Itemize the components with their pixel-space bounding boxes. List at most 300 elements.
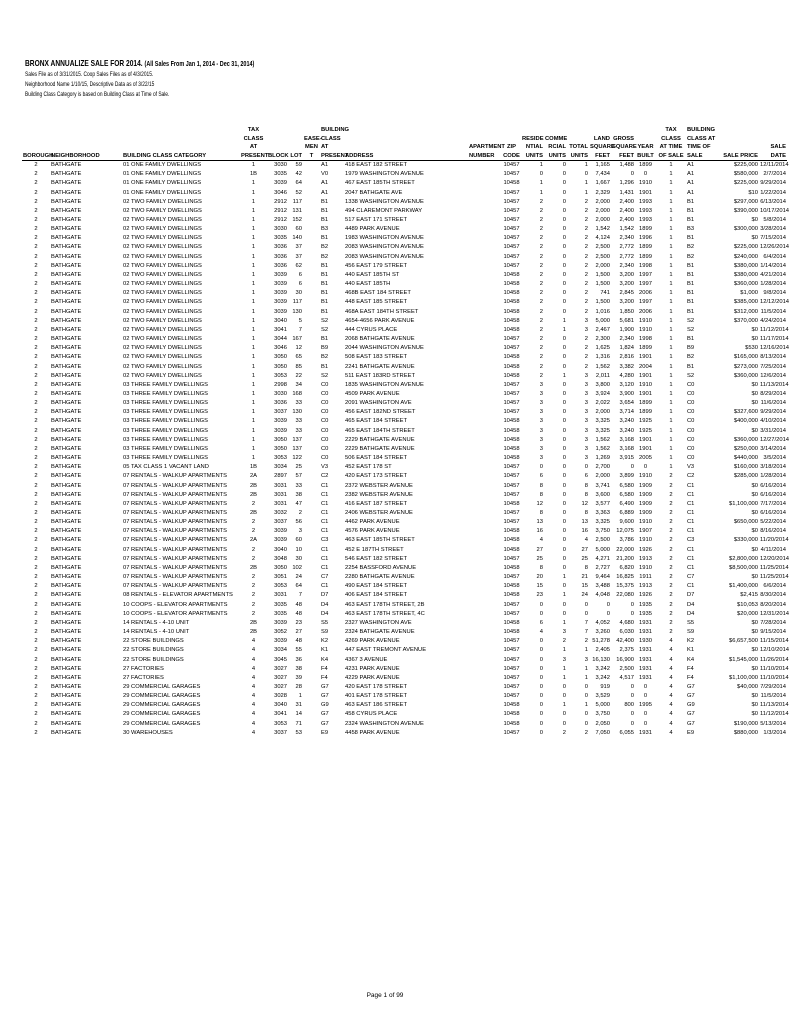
table-cell: 2 bbox=[584, 217, 588, 224]
table-cell: BATHGATE bbox=[51, 619, 82, 626]
table-cell bbox=[468, 646, 502, 655]
table-cell bbox=[303, 280, 320, 289]
table-cell: BATHGATE bbox=[51, 693, 82, 700]
table-cell: 2A bbox=[249, 473, 258, 480]
table-cell bbox=[468, 582, 502, 591]
table-cell: 10457 bbox=[503, 207, 520, 214]
table-cell: B1 bbox=[321, 217, 329, 224]
table-cell: 2406 WEBSTER AVENUE bbox=[345, 510, 413, 517]
table-cell: 2B bbox=[249, 564, 258, 571]
table-cell: 3 bbox=[562, 629, 566, 636]
table-cell: 1 bbox=[251, 354, 256, 361]
table-cell: 2 bbox=[34, 445, 38, 452]
table-cell: 10457 bbox=[503, 235, 520, 242]
table-cell: 0 bbox=[584, 720, 588, 727]
table-cell: 4489 PARK AVENUE bbox=[345, 226, 400, 233]
table-cell: 5/13/2014 bbox=[760, 720, 786, 727]
table-cell: 11/25/2014 bbox=[760, 564, 789, 571]
table-cell: 11/6/2014 bbox=[760, 400, 786, 407]
table-cell: 3 bbox=[584, 418, 588, 425]
table-cell bbox=[303, 646, 320, 655]
table-cell: 2,022 bbox=[595, 400, 610, 407]
table-cell: 1931 bbox=[639, 629, 652, 636]
table-cell: 6 bbox=[539, 619, 543, 626]
table-cell: 3/31/2014 bbox=[760, 427, 786, 434]
table-cell: 3028 bbox=[274, 693, 287, 700]
table-cell bbox=[468, 454, 502, 463]
table-cell: B2 bbox=[687, 354, 695, 361]
table-cell: 2 bbox=[34, 610, 38, 617]
table-cell: 2047 BATHGATE AVE bbox=[345, 189, 403, 196]
table-cell: 3/18/2014 bbox=[760, 464, 786, 471]
table-cell: 1,824 bbox=[619, 345, 634, 352]
table-cell: 1 bbox=[669, 363, 673, 370]
table-cell: 167 bbox=[292, 336, 302, 343]
table-cell: 1925 bbox=[639, 418, 652, 425]
table-cell: 4/24/2014 bbox=[760, 317, 786, 324]
table-cell: 1 bbox=[562, 702, 566, 709]
table-cell: 2 bbox=[584, 345, 588, 352]
table-cell: 10458 bbox=[503, 308, 520, 315]
table-cell: 4 bbox=[669, 674, 673, 681]
table-cell: 2912 bbox=[274, 198, 287, 205]
table-cell: 10457 bbox=[503, 656, 520, 663]
table-cell: 0 bbox=[584, 693, 588, 700]
table-cell: BATHGATE bbox=[51, 464, 82, 471]
table-cell: 1 bbox=[251, 308, 256, 315]
table-cell: 1 bbox=[584, 180, 588, 187]
table-cell bbox=[303, 381, 320, 390]
table-row bbox=[22, 564, 787, 573]
table-cell: 1 bbox=[251, 455, 256, 462]
table-cell: 506 EAST 184 STREET bbox=[345, 455, 408, 462]
table-cell: 2 bbox=[584, 253, 588, 260]
table-cell: $580,000 bbox=[733, 171, 758, 178]
table-cell: 3,168 bbox=[619, 436, 634, 443]
column-header: APARTMENT NUMBER bbox=[468, 120, 502, 161]
table-cell: 3053 bbox=[274, 455, 287, 462]
table-cell: 10457 bbox=[503, 253, 520, 260]
table-cell: 511 EAST 183RD STREET bbox=[345, 372, 416, 379]
table-cell: 0 bbox=[562, 253, 566, 260]
table-cell: 10458 bbox=[503, 583, 520, 590]
table-cell: 1,850 bbox=[619, 308, 634, 315]
table-cell: 2 bbox=[584, 207, 588, 214]
table-cell: 5/22/2014 bbox=[760, 519, 786, 526]
table-cell: 2229 BATHGATE AVENUE bbox=[345, 436, 415, 443]
table-cell: BATHGATE bbox=[51, 564, 82, 571]
table-cell: 21,200 bbox=[616, 555, 634, 562]
table-cell: 33 bbox=[295, 400, 302, 407]
table-cell: 0 bbox=[562, 281, 566, 288]
table-cell: 2 bbox=[669, 592, 673, 599]
table-cell: 2,500 bbox=[619, 665, 634, 672]
table-cell: 30 bbox=[295, 555, 302, 562]
table-cell bbox=[303, 564, 320, 573]
table-cell: 465 EAST 184 STREET bbox=[345, 418, 408, 425]
table-cell: 1 bbox=[562, 326, 566, 333]
table-cell: 8 bbox=[584, 564, 588, 571]
table-cell: 12 bbox=[295, 345, 302, 352]
table-cell: BATHGATE bbox=[51, 308, 82, 315]
table-cell: 0 bbox=[630, 683, 634, 690]
table-cell: 10457 bbox=[503, 473, 520, 480]
table-cell: 2 bbox=[251, 583, 256, 590]
table-cell: $360,000 bbox=[733, 281, 758, 288]
table-cell: 10458 bbox=[503, 290, 520, 297]
table-cell: 3 bbox=[584, 436, 588, 443]
table-cell: 2 bbox=[669, 610, 673, 617]
table-cell: 1 bbox=[669, 381, 673, 388]
table-cell: 12,075 bbox=[616, 528, 634, 535]
table-cell: K4 bbox=[321, 656, 329, 663]
table-cell: F4 bbox=[321, 674, 328, 681]
table-cell bbox=[468, 225, 502, 234]
table-cell: 2 bbox=[669, 491, 673, 498]
table-cell: $0 bbox=[751, 326, 758, 333]
table-cell bbox=[468, 573, 502, 582]
table-cell: 0 bbox=[562, 336, 566, 343]
table-cell: 2,011 bbox=[595, 372, 610, 379]
table-row bbox=[22, 646, 787, 655]
table-cell bbox=[468, 491, 502, 500]
table-cell: 71 bbox=[295, 720, 302, 727]
table-cell: 3 bbox=[584, 400, 588, 407]
table-cell: 13 bbox=[581, 519, 588, 526]
table-cell: 1910 bbox=[639, 564, 652, 571]
table-cell: BATHGATE bbox=[51, 290, 82, 297]
table-cell: 2280 BATHGATE AVENUE bbox=[345, 574, 415, 581]
table-cell: 1 bbox=[669, 226, 673, 233]
table-cell: 02 TWO FAMILY DWELLINGS bbox=[123, 235, 202, 242]
table-cell: 168 bbox=[292, 390, 302, 397]
table-cell: 3,120 bbox=[619, 381, 634, 388]
table-cell: 3 bbox=[584, 372, 588, 379]
table-cell: 1/3/2014 bbox=[763, 729, 786, 736]
table-cell: 2 bbox=[251, 574, 256, 581]
table-row bbox=[22, 527, 787, 536]
table-cell: 4 bbox=[251, 665, 256, 672]
table-cell: S2 bbox=[687, 326, 695, 333]
table-cell: 3039 bbox=[274, 427, 287, 434]
table-cell: 10457 bbox=[503, 482, 520, 489]
table-cell: 10458 bbox=[503, 372, 520, 379]
table-cell: 2324 WASHINGTON AVENUE bbox=[345, 720, 424, 727]
table-cell: 0 bbox=[562, 546, 566, 553]
table-cell: 8 bbox=[584, 482, 588, 489]
table-cell: 1 bbox=[669, 290, 673, 297]
table-cell: 0 bbox=[562, 198, 566, 205]
table-cell: C1 bbox=[321, 482, 329, 489]
table-cell bbox=[303, 427, 320, 436]
table-cell: S5 bbox=[321, 619, 329, 626]
table-cell: 2 bbox=[251, 610, 256, 617]
table-cell: 0 bbox=[562, 162, 566, 169]
table-cell: 02 TWO FAMILY DWELLINGS bbox=[123, 336, 202, 343]
table-cell: 2 bbox=[34, 381, 38, 388]
table-cell: 3050 bbox=[274, 436, 287, 443]
table-cell: 11/5/2014 bbox=[760, 693, 786, 700]
table-cell: 1 bbox=[251, 189, 256, 196]
table-cell: 3040 bbox=[274, 546, 287, 553]
table-cell: 07 RENTALS - WALKUP APARTMENTS bbox=[123, 528, 228, 535]
table-cell: 53 bbox=[295, 729, 302, 736]
table-cell: 1901 bbox=[639, 372, 652, 379]
table-cell: C0 bbox=[321, 427, 329, 434]
table-cell: 5/8/2014 bbox=[763, 217, 786, 224]
table-cell: 3037 bbox=[274, 519, 287, 526]
table-cell: 7 bbox=[584, 629, 588, 636]
table-cell: 2 bbox=[34, 683, 38, 690]
column-header: EASE-MEN T bbox=[303, 120, 320, 161]
table-cell: 4 bbox=[669, 656, 673, 663]
table-cell: 1B bbox=[249, 171, 258, 178]
table-cell: 1 bbox=[669, 372, 673, 379]
table-cell: 3 bbox=[539, 400, 543, 407]
table-cell: $6,657,500 bbox=[728, 638, 758, 645]
table-cell: 10457 bbox=[503, 647, 520, 654]
table-cell: B9 bbox=[687, 345, 695, 352]
table-cell: 01 ONE FAMILY DWELLINGS bbox=[123, 171, 202, 178]
table-cell: 8 bbox=[539, 482, 543, 489]
column-header: BUILDING CLASS CATEGORY bbox=[122, 120, 240, 161]
table-cell: 2,816 bbox=[619, 354, 634, 361]
table-cell: 9,464 bbox=[595, 574, 610, 581]
table-cell: 1899 bbox=[639, 162, 652, 169]
table-cell bbox=[468, 436, 502, 445]
table-cell: B3 bbox=[321, 226, 329, 233]
table-cell: $0 bbox=[751, 546, 758, 553]
table-cell: 2 bbox=[539, 281, 543, 288]
table-cell: 1 bbox=[251, 180, 256, 187]
table-cell bbox=[303, 710, 320, 719]
table-cell: B1 bbox=[321, 207, 329, 214]
table-cell: B1 bbox=[687, 198, 695, 205]
table-cell: 2 bbox=[584, 198, 588, 205]
table-row bbox=[22, 427, 787, 436]
table-cell bbox=[468, 427, 502, 436]
table-cell: 07 RENTALS - WALKUP APARTMENTS bbox=[123, 519, 228, 526]
table-cell: 22 STORE BUILDINGS bbox=[123, 647, 184, 654]
table-cell: 2,329 bbox=[595, 189, 610, 196]
table-cell: 0 bbox=[562, 482, 566, 489]
table-cell bbox=[468, 509, 502, 518]
table-cell: 08 RENTALS - ELEVATOR APARTMENTS bbox=[123, 592, 233, 599]
table-row bbox=[22, 481, 787, 490]
table-cell: 3039 bbox=[274, 290, 287, 297]
table-cell: 03 THREE FAMILY DWELLINGS bbox=[123, 418, 209, 425]
table-cell: 7 bbox=[298, 592, 302, 599]
table-cell: BATHGATE bbox=[51, 226, 82, 233]
table-cell: 2 bbox=[669, 564, 673, 571]
table-row bbox=[22, 701, 787, 710]
table-cell: 02 TWO FAMILY DWELLINGS bbox=[123, 244, 202, 251]
table-cell: 10457 bbox=[503, 683, 520, 690]
table-cell: 2 bbox=[34, 235, 38, 242]
table-cell: 800 bbox=[624, 702, 634, 709]
table-cell: 1/22/2014 bbox=[760, 189, 786, 196]
table-cell: BATHGATE bbox=[51, 500, 82, 507]
table-cell: 4 bbox=[251, 702, 256, 709]
table-cell: 4 bbox=[669, 665, 673, 672]
table-cell: 02 TWO FAMILY DWELLINGS bbox=[123, 290, 202, 297]
table-cell: BATHGATE bbox=[51, 445, 82, 452]
table-cell: B2 bbox=[687, 244, 695, 251]
table-cell: C1 bbox=[687, 519, 695, 526]
table-cell: 2A bbox=[249, 537, 258, 544]
table-cell bbox=[303, 481, 320, 490]
table-cell: 2005 bbox=[639, 455, 652, 462]
table-cell: 3039 bbox=[274, 308, 287, 315]
table-cell: 1998 bbox=[639, 336, 652, 343]
table-cell: 02 TWO FAMILY DWELLINGS bbox=[123, 271, 202, 278]
table-cell: K1 bbox=[687, 647, 695, 654]
table-cell: 4/11/2014 bbox=[760, 546, 786, 553]
table-cell bbox=[303, 637, 320, 646]
table-cell: 10 bbox=[295, 546, 302, 553]
table-cell: 1925 bbox=[639, 427, 652, 434]
table-cell: 2B bbox=[249, 510, 258, 517]
table-row bbox=[22, 655, 787, 664]
table-cell: 1899 bbox=[639, 253, 652, 260]
table-cell: 546 EAST 182 STREET bbox=[345, 555, 408, 562]
table-row bbox=[22, 399, 787, 408]
table-cell: BATHGATE bbox=[51, 400, 82, 407]
table-cell bbox=[468, 720, 502, 729]
table-cell: 7/17/2014 bbox=[760, 500, 786, 507]
table-row bbox=[22, 436, 787, 445]
table-cell: 1899 bbox=[639, 345, 652, 352]
table-cell: 1 bbox=[669, 308, 673, 315]
table-cell: 0 bbox=[643, 464, 648, 471]
table-cell: 468A EAST 184TH STREET bbox=[345, 308, 419, 315]
table-cell: 0 bbox=[562, 226, 566, 233]
table-cell: 10458 bbox=[503, 537, 520, 544]
table-row bbox=[22, 454, 787, 463]
table-cell: 2 bbox=[584, 235, 588, 242]
table-cell: 25 bbox=[536, 555, 543, 562]
table-cell: $0 bbox=[751, 510, 758, 517]
table-cell bbox=[303, 601, 320, 610]
table-cell: 2,375 bbox=[619, 647, 634, 654]
table-cell: 1 bbox=[251, 207, 256, 214]
table-cell: 10458 bbox=[503, 711, 520, 718]
table-cell: 14 bbox=[295, 711, 302, 718]
table-cell: $20,000 bbox=[737, 610, 758, 617]
table-cell: 3,915 bbox=[619, 455, 634, 462]
table-cell: $0 bbox=[751, 629, 758, 636]
table-cell: 4,124 bbox=[595, 235, 610, 242]
report-notes bbox=[25, 70, 169, 100]
table-cell: 3039 bbox=[274, 537, 287, 544]
table-cell: 1 bbox=[669, 162, 673, 169]
table-cell: 1 bbox=[251, 281, 256, 288]
table-cell: 2,700 bbox=[595, 464, 610, 471]
table-cell: 10458 bbox=[503, 363, 520, 370]
table-cell: 3,200 bbox=[619, 281, 634, 288]
table-cell: 508 EAST 183 STREET bbox=[345, 354, 408, 361]
table-cell bbox=[303, 317, 320, 326]
table-cell: 2912 bbox=[274, 207, 287, 214]
table-cell: BATHGATE bbox=[51, 555, 82, 562]
table-cell: 137 bbox=[292, 436, 302, 443]
table-cell: $0 bbox=[751, 702, 758, 709]
table-cell: $1,545,000 bbox=[728, 656, 758, 663]
table-cell: 1 bbox=[669, 207, 673, 214]
table-cell: 4231 PARK AVENUE bbox=[345, 665, 400, 672]
table-cell: 12/26/2014 bbox=[760, 244, 789, 251]
table-cell: 2372 WEBSTER AVENUE bbox=[345, 482, 413, 489]
table-cell: 10457 bbox=[503, 491, 520, 498]
table-cell: C2 bbox=[687, 473, 695, 480]
table-cell: 20 bbox=[536, 574, 543, 581]
table-cell: C0 bbox=[321, 445, 329, 452]
table-cell: A1 bbox=[687, 189, 695, 196]
table-cell: 2 bbox=[34, 326, 38, 333]
table-cell: 4 bbox=[251, 647, 256, 654]
table-cell: B1 bbox=[687, 308, 695, 315]
table-cell: B2 bbox=[321, 244, 329, 251]
table-cell: BATHGATE bbox=[51, 326, 82, 333]
table-cell: 3036 bbox=[274, 262, 287, 269]
table-cell: D4 bbox=[687, 610, 695, 617]
table-cell: B1 bbox=[321, 235, 329, 242]
table-cell: 1 bbox=[251, 217, 256, 224]
table-cell: 10457 bbox=[503, 601, 520, 608]
table-cell: 2 bbox=[669, 473, 673, 480]
table-cell: 3035 bbox=[274, 235, 287, 242]
table-row bbox=[22, 216, 787, 225]
table-cell: 2 bbox=[34, 189, 38, 196]
table-cell: 2 bbox=[669, 601, 673, 608]
table-cell: 2 bbox=[251, 601, 256, 608]
table-cell: 467 EAST 185TH STREET bbox=[345, 180, 415, 187]
table-cell: 0 bbox=[539, 610, 543, 617]
table-cell: 11/15/2014 bbox=[760, 638, 789, 645]
table-cell: 2 bbox=[584, 262, 588, 269]
table-cell: 2 bbox=[539, 354, 543, 361]
table-cell: 2 bbox=[34, 217, 38, 224]
table-cell: BATHGATE bbox=[51, 491, 82, 498]
table-cell: 29 COMMERCIAL GARAGES bbox=[123, 720, 201, 727]
table-cell: $370,000 bbox=[733, 317, 758, 324]
table-cell: 10458 bbox=[503, 702, 520, 709]
table-cell: 2,000 bbox=[595, 217, 610, 224]
column-header: GROSS SQUARE FEET bbox=[611, 120, 635, 161]
table-cell: 1B bbox=[249, 464, 258, 471]
table-cell: 2 bbox=[539, 299, 543, 306]
table-cell: 4,280 bbox=[619, 372, 634, 379]
table-cell: A1 bbox=[687, 180, 695, 187]
table-cell: 31 bbox=[295, 702, 302, 709]
table-cell: 11/10/2014 bbox=[760, 674, 789, 681]
table-cell: 2 bbox=[539, 363, 543, 370]
table-cell: BATHGATE bbox=[51, 354, 82, 361]
table-cell: 0 bbox=[562, 180, 566, 187]
table-cell: C0 bbox=[687, 381, 695, 388]
table-cell: 2,500 bbox=[595, 244, 610, 251]
table-row bbox=[22, 308, 787, 317]
table-cell: BATHGATE bbox=[51, 711, 82, 718]
table-cell: 62 bbox=[295, 262, 302, 269]
table-cell: V3 bbox=[321, 464, 329, 471]
table-cell: 11/20/2014 bbox=[760, 537, 789, 544]
table-cell: 0 bbox=[539, 171, 543, 178]
table-cell: 2 bbox=[251, 592, 256, 599]
table-cell bbox=[468, 518, 502, 527]
table-cell bbox=[468, 353, 502, 362]
table-cell: 448 EAST 185 STREET bbox=[345, 299, 408, 306]
